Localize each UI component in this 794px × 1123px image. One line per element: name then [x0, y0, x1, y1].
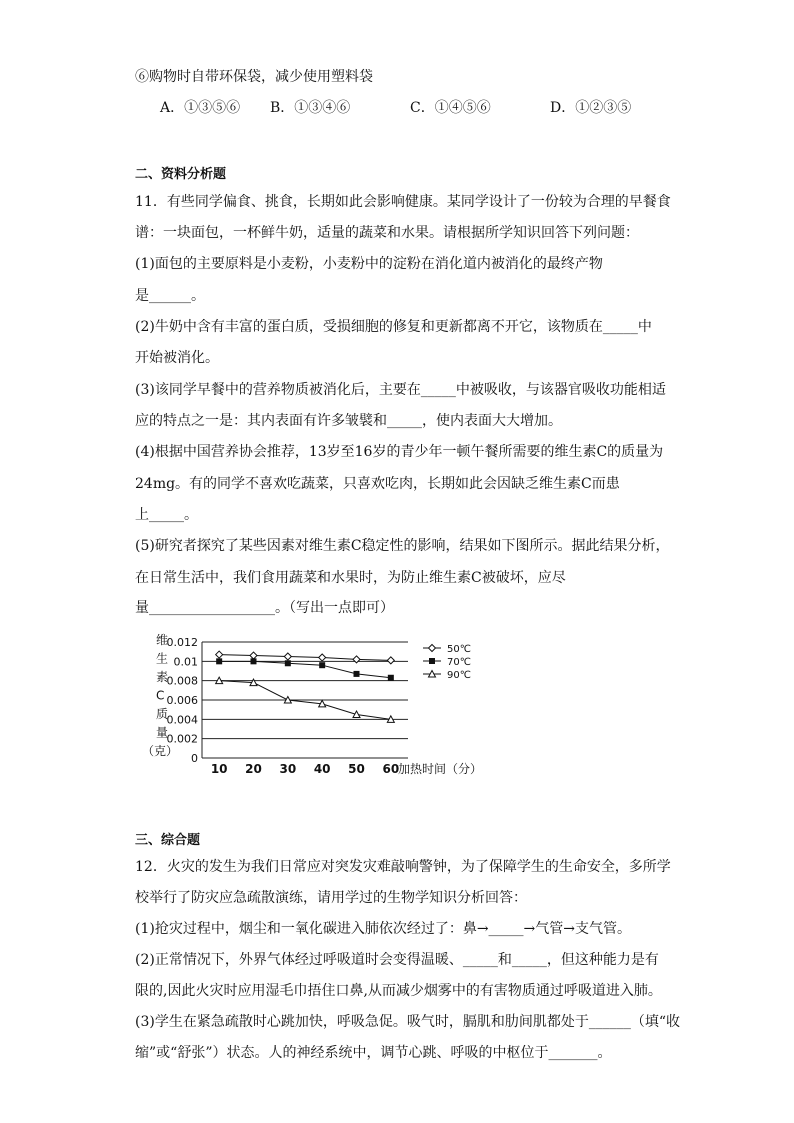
q11-part4-line-1: (4)根据中国营养协会推荐，13岁至16岁的青少年一顿午餐所需要的维生素C的质量为 [135, 444, 664, 460]
x-tick-label: 10 [210, 762, 228, 776]
y-tick-label: 0 [191, 752, 198, 765]
x-axis-ticks [211, 762, 399, 776]
answer-choice-a[interactable]: A．①③⑤⑥ [160, 100, 241, 116]
section-heading-comprehensive: 三、综合题 [135, 833, 201, 848]
legend-label: 70℃ [447, 657, 471, 668]
q11-part4-line-2: 24mg。有的同学不喜欢吃蔬菜，只喜欢吃肉，长期如此会因缺乏维生素C而患 [135, 476, 620, 492]
data-point-diamond [387, 657, 394, 664]
q12-part2-line-2: 限的,因此火灾时应用湿毛巾捂住口鼻,从而减少烟雾中的有害物质通过呼吸道进入肺。 [135, 983, 662, 999]
q11-part1-line-1: (1)面包的主要原料是小麦粉，小麦粉中的淀粉在消化道内被消化的最终产物 [135, 256, 603, 272]
y-axis-label-char: 质 [156, 707, 169, 721]
x-tick-label: 60 [382, 762, 400, 776]
q11-part4-line-3: 上_____。 [135, 507, 198, 523]
q12-part3-line-2: 缩”或“舒张”）状态。人的神经系统中，调节心跳、呼吸的中枢位于_______。 [135, 1045, 612, 1061]
y-axis-label-char: 生 [156, 651, 169, 666]
y-tick-label: 0.006 [166, 694, 198, 707]
q11-intro-line-2: 谱：一块面包，一杯鲜牛奶，适量的蔬菜和水果。请根据所学知识回答下列问题： [135, 225, 639, 241]
y-tick-label: 0.008 [166, 674, 198, 688]
data-point-square [285, 660, 291, 666]
x-tick-label: 40 [313, 762, 331, 776]
q12-part1: (1)抢灾过程中，烟尘和一氧化碳进入肺依次经过了：鼻→_____→气管→支气管。 [135, 921, 632, 937]
x-tick-label: 50 [348, 762, 365, 776]
x-axis-label: 加热时间（分） [398, 762, 483, 776]
q11-part1-line-2: 是______。 [135, 288, 205, 304]
x-tick-label: 20 [245, 762, 262, 776]
series-line [219, 655, 391, 661]
series-line [219, 661, 391, 677]
data-point-square [216, 658, 222, 664]
q12-intro-line-2: 校举行了防灾应急疏散演练，请用学过的生物学知识分析回答： [135, 890, 527, 906]
series-1 [216, 651, 395, 664]
data-point-square [319, 662, 325, 668]
vitamin-c-stability-chart [140, 630, 510, 780]
y-axis-ticks [167, 636, 199, 765]
answer-choice-b[interactable]: B．①③④⑥ [270, 100, 351, 116]
q12-intro-line-1: 12．火灾的发生为我们日常应对突发灾难敲响警钟，为了保障学生的生命安全，多所学 [135, 859, 671, 875]
chart-legend [423, 644, 471, 681]
y-tick-label: 0.004 [166, 713, 198, 727]
q11-part5-line-1: (5)研究者探究了某些因素对维生素C稳定性的影响，结果如下图所示。据此结果分析， [135, 538, 670, 554]
legend-label: 50℃ [447, 644, 471, 655]
y-axis-label-char: 维 [156, 633, 169, 647]
question-option-item-6: ⑥购物时自带环保袋，减少使用塑料袋 [135, 69, 373, 85]
data-point-diamond [284, 653, 291, 660]
q11-part2-line-2: 开始被消化。 [135, 350, 219, 366]
y-axis-unit: （克） [142, 744, 179, 758]
q11-part2-line-1: (2)牛奶中含有丰富的蛋白质，受损细胞的修复和更新都离不开它，该物质在_____中 [135, 319, 652, 335]
data-point-diamond [216, 651, 223, 658]
y-tick-label: 0.002 [166, 732, 198, 746]
q11-part5-line-3: 量__________________。（写出一点即可） [135, 600, 394, 616]
chart-gridlines [202, 642, 408, 758]
x-tick-label: 30 [279, 762, 297, 776]
q12-part2-line-1: (2)正常情况下，外界气体经过呼吸道时会变得温暖、_____和_____，但这种能力是有 [135, 952, 659, 968]
q11-part3-line-2: 应的特点之一是：其内表面有许多皱襞和_____，使内表面大大增加。 [135, 413, 562, 429]
data-point-square [251, 658, 257, 664]
y-axis-label-char: C [156, 688, 165, 703]
y-axis-label-char: 素 [156, 670, 169, 684]
answer-choice-d[interactable]: D．①②③⑤ [550, 100, 632, 116]
y-tick-label: 0.012 [166, 636, 198, 649]
answer-choice-c[interactable]: C．①④⑤⑥ [410, 100, 491, 116]
data-point-diamond [250, 652, 257, 659]
q11-intro-line-1: 11．有些同学偏食、挑食，长期如此会影响健康。某同学设计了一份较为合理的早餐食 [135, 194, 671, 210]
q11-part5-line-2: 在日常生活中，我们食用蔬菜和水果时，为防止维生素C被破坏，应尽 [135, 570, 566, 586]
data-point-square [388, 675, 394, 681]
q12-part3-line-1: (3)学生在紧急疏散时心跳加快，呼吸急促。吸气时，膈肌和肋间肌都处于______（填“收 [135, 1014, 680, 1030]
section-heading-material-analysis: 二、资料分析题 [135, 167, 227, 182]
y-tick-label: 0.01 [173, 655, 198, 669]
q11-part3-line-1: (3)该同学早餐中的营养物质被消化后，主要在_____中被吸收，与该器官吸收功能相适 [135, 382, 666, 398]
data-point-diamond [353, 656, 360, 663]
data-point-diamond [319, 654, 326, 661]
data-point-square [429, 658, 435, 664]
data-point-square [354, 671, 360, 677]
legend-label: 90℃ [447, 670, 471, 681]
data-point-diamond [429, 645, 436, 652]
y-axis-label-char: 量 [156, 725, 169, 740]
